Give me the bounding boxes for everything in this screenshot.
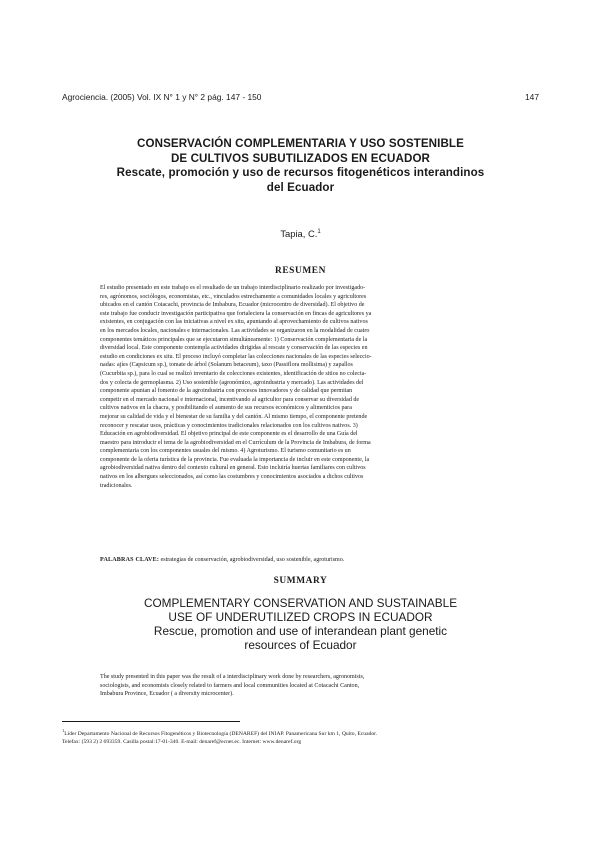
spanish-title-line-1: CONSERVACIÓN COMPLEMENTARIA Y USO SOSTENIBLE — [137, 137, 464, 150]
author-line — [62, 228, 539, 239]
author-footnote-mark: 1 — [317, 228, 321, 235]
summary-line: The study presented in this paper was the result of a interdisciplinary work done by researchers, agronomists, — [100, 674, 365, 680]
resumen-line: estudio en condiciones ex situ. El proceso incluyó completar las colecciones nacionales de las especies seleccio- — [100, 353, 372, 360]
summary-line: sociologists, and economists closely related to farmers and local communities located at Cotacachi Canton, — [100, 682, 360, 689]
resumen-line: en los mercados locales, nacionales e internacionales. Las actividades se organizaron en la modalidad de cuatro — [100, 327, 370, 334]
resumen-heading: RESUMEN — [274, 266, 327, 276]
spanish-subtitle-line-1: Rescate, promoción y uso de recursos fitogenéticos interandinos — [116, 166, 485, 180]
page-number: 147 — [525, 92, 539, 102]
footnote-affiliation: Líder Departamento Nacional de Recursos Fitogenéticos y Biotecnología (DENAREF) del INIAP. Panamericana Sur km 1, Quito, Ecuador. — [64, 730, 378, 737]
resumen-line: agrobiodiversidad nativa dentro del contexto cultural en general. Esto incluiría huertas familiares con cultivos — [100, 465, 366, 472]
english-subtitle-line-1: Rescue, promotion and use of interandean plant genetic — [153, 624, 448, 638]
english-title — [62, 596, 539, 652]
resumen-line: dos y colecta de germoplasma. 2) Uso sostenible (agronómico, agroindustria y mercado). Las actividades del — [100, 379, 364, 386]
resumen-line: res, agrónomos, sociólogos, economistas, etc., vinculados estrechamente a comunidades locales y agricultores — [100, 293, 367, 300]
resumen-line: existentes, en conjugación con las iniciativas a nivel ex situ, apuntando al aprovechamiento de cultivos nativos — [100, 319, 368, 326]
keywords — [100, 557, 495, 563]
resumen-line: tradicionales. — [100, 482, 133, 489]
resumen-line: diversidad local. Este componente contempla actividades dirigidas al rescate y conservación de las especies en — [100, 345, 368, 352]
resumen-line: competir en el mercado nacional e internacional, incentivando al agricultor para conservar su diversidad de — [100, 396, 360, 403]
resumen-line: maestro para introducir el tema de la agrobiodiversidad en el Currículum de la Provincia de Imbabura, de forma — [100, 439, 371, 446]
summary-line: Imbabura Province, Ecuador ( a diversity microcenter). — [100, 691, 234, 698]
journal-citation: Agrociencia. (2005) Vol. IX N° 1 y N° 2 pág. 147 - 150 — [62, 92, 262, 102]
english-subtitle-line-2: resources of Ecuador — [244, 638, 357, 652]
keywords-text: estrategias de conservación, agrobiodiversidad, uso sostenible, agroturismo. — [159, 557, 345, 563]
resumen-body — [100, 284, 495, 490]
resumen-line: cultivos nativos en la chacra, y posibilitando el aumento de sus recursos económicos y alimenticios para — [100, 405, 352, 412]
footnote-contact: Telefax: (593 2) 2 693359. Casilla postal:17-01-340. E-mail: denaref@ecnet.ec. Internet: www.denaref.org — [62, 739, 302, 746]
summary-body — [100, 673, 495, 699]
spanish-title — [62, 137, 539, 195]
resumen-line: ubicados en el cantón Cotacachi, provincia de Imbabura, Ecuador (microcentro de diversidad). El objetivo de — [100, 302, 365, 309]
resumen-line: mejorar su calidad de vida y el bienestar de su familia y del cantón. Al mismo tiempo, el componente pretende — [100, 413, 368, 420]
author-name: Tapia, C. — [280, 228, 318, 239]
spanish-title-line-2: DE CULTIVOS SUBUTILIZADOS EN ECUADOR — [170, 151, 431, 165]
spanish-subtitle-line-2: del Ecuador — [266, 180, 335, 194]
resumen-line: (Cucurbita sp.), para lo cual se realizó inventario de colecciones existentes, identificación de sitios no colecta- — [100, 370, 367, 377]
resumen-line: Educación en agrobiodiversidad. El objetivo principal de este componente es el desarrollo de una Guía del — [100, 431, 358, 438]
footnote-rule — [62, 721, 240, 722]
keywords-label: PALABRAS CLAVE: — [100, 557, 160, 563]
running-header — [62, 92, 539, 104]
resumen-line: El estudio presentado en este trabajo es el resultado de un trabajo interdisciplinario realizado por investigado- — [100, 285, 366, 291]
resumen-line: componente apuntan al fomento de la agroindustria con procesos innovadores y de calidad que permitan — [100, 388, 353, 395]
resumen-line: nadas: ajíes (Capsicum sp.), tomate de árbol (Solanum betaceum), taxo (Passiflora mollisima) y zapallos — [100, 362, 353, 369]
summary-heading: SUMMARY — [273, 576, 328, 586]
footnote-mark: 1 — [62, 728, 65, 733]
resumen-line: reconocer y rescatar usos, prácticas y conocimientos tradicionales relacionados con los cultivos nativos. 3) — [100, 422, 358, 429]
resumen-line: nativos en los albergues seleccionados, así como las costumbres y conocimientos asociados a dichos cultivos — [100, 474, 364, 481]
english-title-line-1: COMPLEMENTARY CONSERVATION AND SUSTAINABLE — [143, 596, 458, 610]
english-title-line-2: USE OF UNDERUTILIZED CROPS IN ECUADOR — [168, 610, 433, 624]
resumen-line: componente de la oferta turística de la provincia. Fue evaluada la importancia de incluir en este componente, la — [100, 456, 370, 463]
resumen-line: componentes temáticos principales que se ejecutaron simultáneamente: 1) Conservación complementaria de la — [100, 336, 368, 343]
resumen-line: complementaria con los componentes usuales del mismo. 4) Agroturismo. El turismo comunitario es un — [100, 448, 351, 455]
footnote — [62, 727, 539, 746]
resumen-line: este trabajo fue conducir investigación participativa que fortaleciera la conservación en fincas de agricultores ya — [100, 310, 372, 317]
